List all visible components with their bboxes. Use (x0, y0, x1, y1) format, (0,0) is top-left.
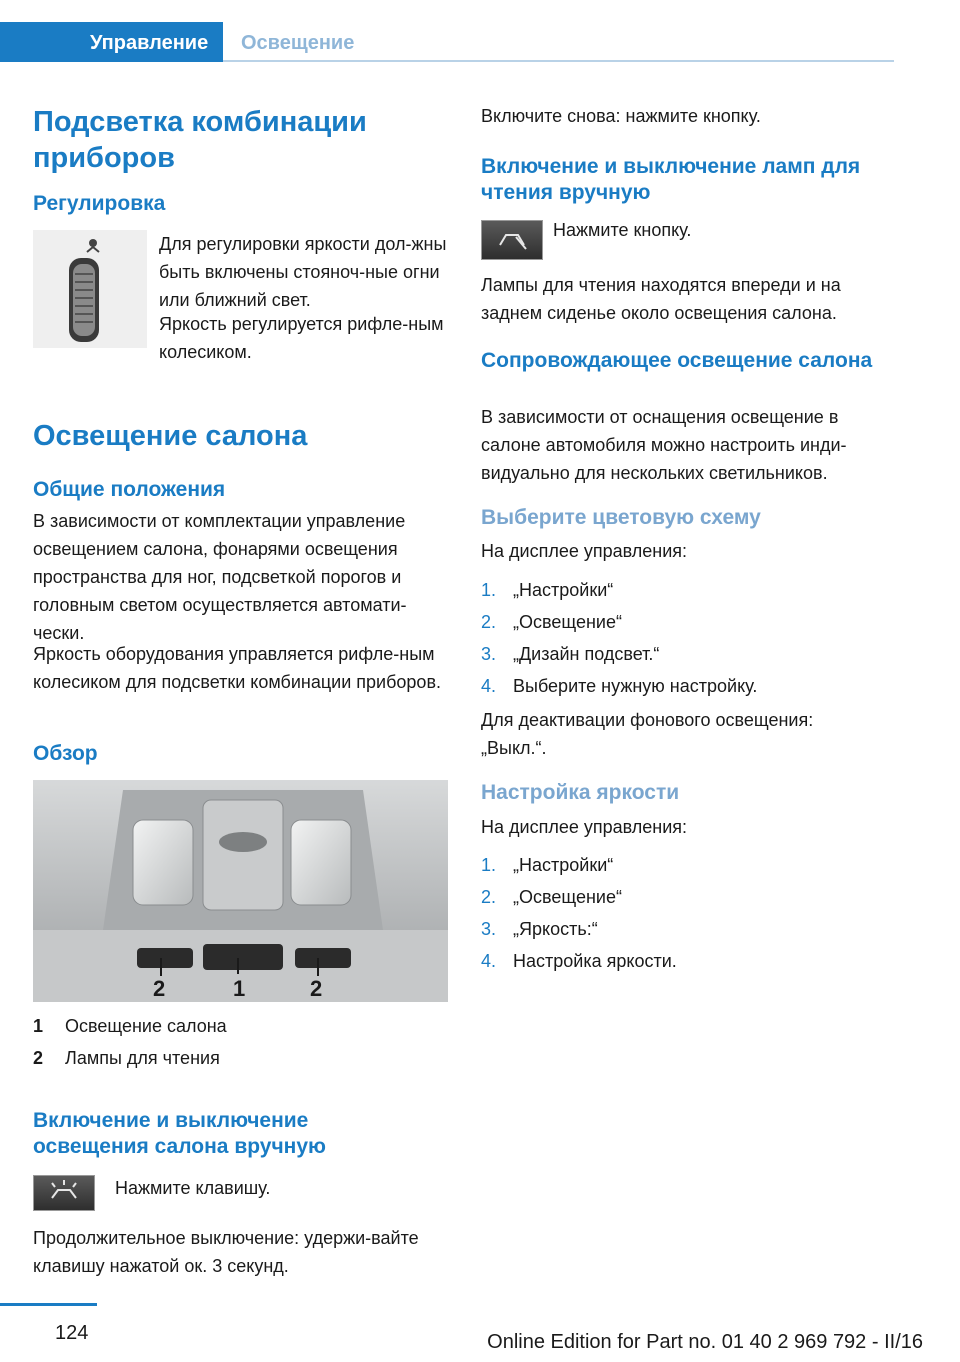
header-divider (223, 60, 894, 62)
tab-lighting[interactable]: Освещение (241, 32, 355, 54)
subsection-title-general: Общие положения (33, 478, 226, 501)
subsection-title-overview: Обзор (33, 742, 98, 765)
step-number: 2. (481, 887, 497, 907)
general-text-1: В зависимости от комплектации управление освещением салона, фонарями освещения пространства для ног, подсветкой порогов и головным светом осуществляется автомати-чески. (33, 511, 407, 643)
step-text: „Освещение“ (513, 887, 622, 907)
step-text: „Настройки“ (513, 855, 614, 875)
color-deactivate-text: Для деактивации фонового освещения: „Выкл.“. (481, 710, 814, 758)
overhead-console-image (33, 780, 448, 1002)
step-text: „Освещение“ (513, 612, 622, 632)
step-text: „Яркость:“ (513, 919, 598, 939)
legend-text: Лампы для чтения (65, 1048, 220, 1068)
figure-label: 2 (153, 976, 166, 1001)
footer-accent-line (0, 1303, 97, 1306)
regulation-text-2: Яркость регулируется рифле-ным колесиком. (159, 314, 444, 362)
subsection-title-color-scheme: Выберите цветовую схему (481, 506, 761, 529)
edition-footer: Online Edition for Part no. 01 40 2 969 792 - II/16 (487, 1331, 923, 1353)
reading-lamp-button-icon (481, 220, 543, 260)
brightness-intro: На дисплее управления: (481, 817, 688, 837)
regulation-text-1: Для регулировки яркости дол-жны быть включены стояноч-ные огни или ближний свет. (159, 234, 447, 310)
figure-label: 2 (310, 976, 323, 1001)
step-text: Выберите нужную настройку. (513, 676, 758, 696)
step-number: 1. (481, 855, 497, 875)
step-text: „Дизайн подсвет.“ (513, 644, 660, 664)
manual-interior-text-1: Нажмите клавишу. (115, 1178, 271, 1198)
subsection-title-reading-lamps: Включение и выключение ламп для чтения вручную (481, 155, 861, 204)
reading-lamps-text-1: Нажмите кнопку. (553, 220, 692, 240)
step-number: 3. (481, 919, 497, 939)
ambient-text: В зависимости от оснащения освещение в салоне автомобиля можно настроить инди-видуально для нескольких светильников. (481, 407, 847, 483)
legend-text: Освещение салона (65, 1016, 227, 1036)
figure-label: 1 (233, 976, 246, 1001)
step-number: 4. (481, 951, 497, 971)
manual-interior-text-2: Продолжительное выключение: удержи-вайте клавишу нажатой ок. 3 секунд. (33, 1228, 419, 1276)
step-number: 3. (481, 644, 497, 664)
color-scheme-intro: На дисплее управления: (481, 541, 688, 561)
page-number: 124 (55, 1322, 89, 1344)
subsection-title-regulation: Регулировка (33, 192, 166, 215)
dimmer-wheel-image (33, 230, 147, 348)
legend-number: 2 (33, 1048, 44, 1068)
step-number: 2. (481, 612, 497, 632)
section-title-instrument-lighting: Подсветка комбинации приборов (33, 106, 367, 174)
legend-number: 1 (33, 1016, 44, 1036)
step-text: „Настройки“ (513, 580, 614, 600)
step-number: 4. (481, 676, 497, 696)
reenable-text: Включите снова: нажмите кнопку. (481, 106, 761, 126)
top-navigation (0, 0, 960, 62)
step-number: 1. (481, 580, 497, 600)
subsection-title-manual-interior: Включение и выключение освещения салона вручную (33, 1109, 326, 1158)
general-text-2: Яркость оборудования управляется рифле-ным колесиком для подсветки комбинации приборов. (33, 644, 442, 692)
step-text: Настройка яркости. (513, 951, 677, 971)
subsection-title-ambient: Сопровождающее освещение салона (481, 349, 873, 372)
reading-lamps-text-2: Лампы для чтения находятся впереди и на заднем сиденье около освещения салона. (481, 275, 841, 323)
tab-control[interactable]: Управление (0, 22, 223, 62)
section-title-interior-lighting: Освещение салона (33, 420, 308, 452)
subsection-title-brightness: Настройка яркости (481, 781, 680, 804)
interior-light-button-icon (33, 1175, 95, 1211)
